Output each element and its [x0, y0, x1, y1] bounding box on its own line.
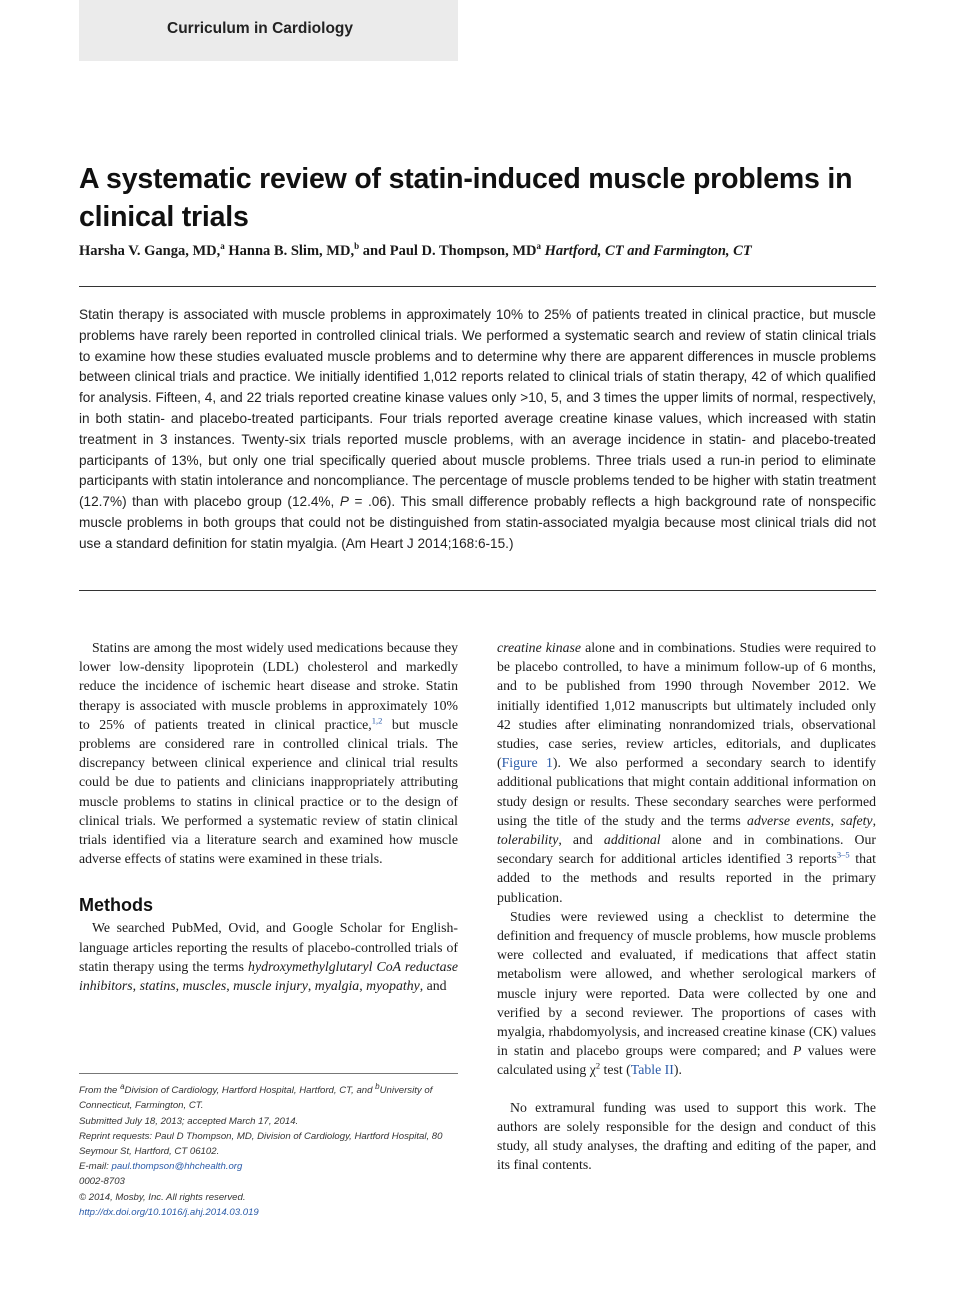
methods-text: ). We also performed a secondary search to identify additional publications that might contain additional information on study design or results. These secondary searches were performed using the title of the study and the terms — [497, 755, 877, 828]
term-separator: , — [830, 812, 841, 828]
affiliation-note — [79, 1079, 458, 1114]
funding-paragraph: No extramural funding was used to support this work. The authors are solely responsible for the design and conduct of this study, all study analyses, the drafting and editing of the paper, and its final contents. — [497, 1099, 876, 1173]
search-term: adverse events — [747, 812, 831, 828]
search-term: statins — [139, 978, 176, 994]
intro-text: Statins are among the most widely used medications because they lower low-density lipoprotein (LDL) cholesterol and markedly reduce the incidence of ischemic heart disease and stroke. Statin therapy is associated with muscle problems in approximately 10% to 25% of patients treated in clinical practice, — [79, 640, 458, 732]
affiliation-mark: a — [120, 1082, 125, 1091]
search-term: myopathy — [366, 978, 420, 994]
search-term: additional — [603, 832, 661, 848]
term-separator: , — [307, 978, 315, 994]
methods-text: alone and in combinations. Studies were required to be placebo controlled, to have a minimum follow-up of 6 months, and to be published from 1990 through November 2012. We initially identified 1,012 manuscripts but ultimately included only 42 studies after eliminating nonrandomized trials, observational studies, case series, review articles, editorials, and duplicates ( — [497, 640, 877, 771]
article-title: A systematic review of statin-induced muscle problems in clinical trials — [79, 163, 853, 233]
author-name: Harsha V. Ganga, MD, — [79, 242, 221, 259]
author-affiliation-mark: a — [220, 241, 225, 251]
search-term: hydroxymethylglutaryl CoA reductase inhibitors — [79, 958, 458, 994]
search-term: muscles — [182, 978, 227, 994]
submission-dates: Submitted July 18, 2013; accepted March 17, 2014. — [79, 1115, 299, 1127]
table-link[interactable]: Table II — [630, 1062, 674, 1078]
author-location: Hartford, CT and Farmington, CT — [544, 242, 752, 259]
citation-link[interactable]: 3–5 — [836, 849, 850, 860]
term-separator: , and — [558, 832, 604, 848]
p-symbol: P — [793, 1043, 802, 1059]
figure-link[interactable]: Figure 1 — [501, 755, 553, 771]
search-term: tolerability — [497, 832, 559, 848]
author-name: and Paul D. Thompson, MD — [362, 242, 537, 259]
abstract — [79, 305, 876, 555]
doi-link[interactable]: http://dx.doi.org/10.1016/j.ahj.2014.03.019 — [79, 1206, 259, 1218]
affiliation-text: From the — [79, 1085, 121, 1097]
term-separator: , — [359, 978, 367, 994]
email-line — [79, 1159, 458, 1174]
body-column-right — [497, 638, 876, 1174]
review-text: values were calculated using χ — [497, 1043, 877, 1078]
affiliation-mark: b — [375, 1082, 380, 1091]
section-label: Curriculum in Cardiology — [167, 20, 354, 37]
body-column-left — [79, 638, 458, 995]
term-separator: , — [132, 978, 140, 994]
search-term: myalgia — [314, 978, 360, 994]
article-footnotes — [79, 1073, 458, 1220]
search-term: safety — [840, 812, 873, 828]
email-link[interactable]: paul.thompson@hhchealth.org — [111, 1161, 243, 1173]
term-separator: , — [175, 978, 183, 994]
review-text: Studies were reviewed using a checklist to determine the definition and frequency of muscle problems, how muscle problems were collected and evaluated, if medications that affect statin metabolism were allowed, and whether serological markers of muscle injury were reported. Data were collected by one and verified by a second reviewer. The proportions of cases with myalgia, rhabdomyolysis, and increased creatine kinase (CK) values in statin and placebo groups were compared; and — [497, 908, 876, 1059]
methods-paragraph-continued — [497, 638, 876, 907]
abstract-top-rule — [79, 286, 876, 287]
issn: 0002-8703 — [79, 1176, 125, 1188]
author-name: Hanna B. Slim, MD, — [228, 242, 355, 259]
term-separator: , — [872, 812, 877, 828]
copyright: © 2014, Mosby, Inc. All rights reserved. — [79, 1191, 246, 1203]
review-text-end: ). — [673, 1062, 682, 1078]
methods-text: alone and in combinations. Our secondary search for additional articles identified 3 reports — [497, 832, 876, 867]
citation-link[interactable]: 1,2 — [371, 715, 383, 726]
chi-square-exponent: 2 — [595, 1060, 601, 1071]
section-header-tab — [79, 0, 458, 61]
abstract-p-symbol: P — [339, 494, 349, 510]
search-term: creatine kinase — [497, 640, 582, 655]
affiliation-text: University of Connecticut, Farmington, CT. — [79, 1085, 433, 1112]
abstract-text-end: = .06). This small difference probably reflects a high background rate of nonspecific muscle problems in both groups that could not be distinguished from statin-associated myalgia because most clinical trials did not use a standard definition for statin myalgia. (Am Heart J 2014;168:6-15.) — [79, 494, 876, 551]
methods-text-end: that added to the methods and results reported in the primary publication. — [497, 851, 876, 905]
methods-heading: Methods — [79, 895, 153, 916]
author-line — [79, 241, 899, 260]
email-label: E-mail: — [79, 1161, 112, 1173]
intro-text-end: but muscle problems are considered rare in controlled clinical trials. The discrepancy between clinical experience and clinical trial results could be due to patients and clinicians inappropriately attributing muscle problems to statins in clinical practice or to the design of clinical trials. We performed a systematic review of statin clinical trials identified via a literature search and examined how muscle adverse effects of statins were examined in these trials. — [79, 716, 459, 867]
author-affiliation-mark: a — [536, 241, 541, 251]
reprint-requests: Reprint requests: Paul D Thompson, MD, Division of Cardiology, Hartford Hospital, 80 Seymour St, Hartford, CT 06102. — [79, 1130, 443, 1157]
affiliation-text: Division of Cardiology, Hartford Hospital, Hartford, CT, and — [124, 1085, 376, 1097]
term-separator: , and — [419, 978, 447, 994]
review-text: test ( — [600, 1062, 631, 1078]
methods-paragraph — [79, 918, 458, 995]
abstract-bottom-rule — [79, 590, 876, 591]
term-separator: , — [226, 978, 234, 994]
review-paragraph — [497, 907, 876, 1080]
abstract-text: Statin therapy is associated with muscle problems in approximately 10% to 25% of patients treated in clinical practice, but muscle problems have rarely been reported in controlled clinical trials. We performed a systematic search and review of statin clinical trials to examine how these studies evaluated muscle problems and to determine why there are apparent differences in muscle problems between clinical trials and practice. We initially identified 1,012 reports related to clinical trials of statin therapy, 42 of which qualified for analysis. Fifteen, 4, and 22 trials reported creatine kinase values only >10, 5, and 3 times the upper limits of normal, respectively, in both statin- and placebo-treated participants. Four trials reported average creatine kinase values, which increased with statin treatment in 3 instances. Twenty-six trials reported muscle problems, with an average incidence in statin- and placebo-treated participants of 13%, but only one trial specifically queried about muscle problems. Three trials used a run-in period to eliminate participants with statin intolerance and noncompliance. The percentage of muscle problems tended to be higher with statin treatment (12.7%) than with placebo group (12.4%, — [79, 307, 876, 510]
search-term: muscle injury — [233, 978, 308, 994]
paragraph-gap — [497, 1080, 876, 1098]
intro-paragraph — [79, 638, 458, 868]
author-affiliation-mark: b — [354, 241, 360, 251]
methods-text: We searched PubMed, Ovid, and Google Scholar for English-language articles reporting the results of placebo-controlled trials of statin therapy using the terms — [79, 920, 458, 974]
